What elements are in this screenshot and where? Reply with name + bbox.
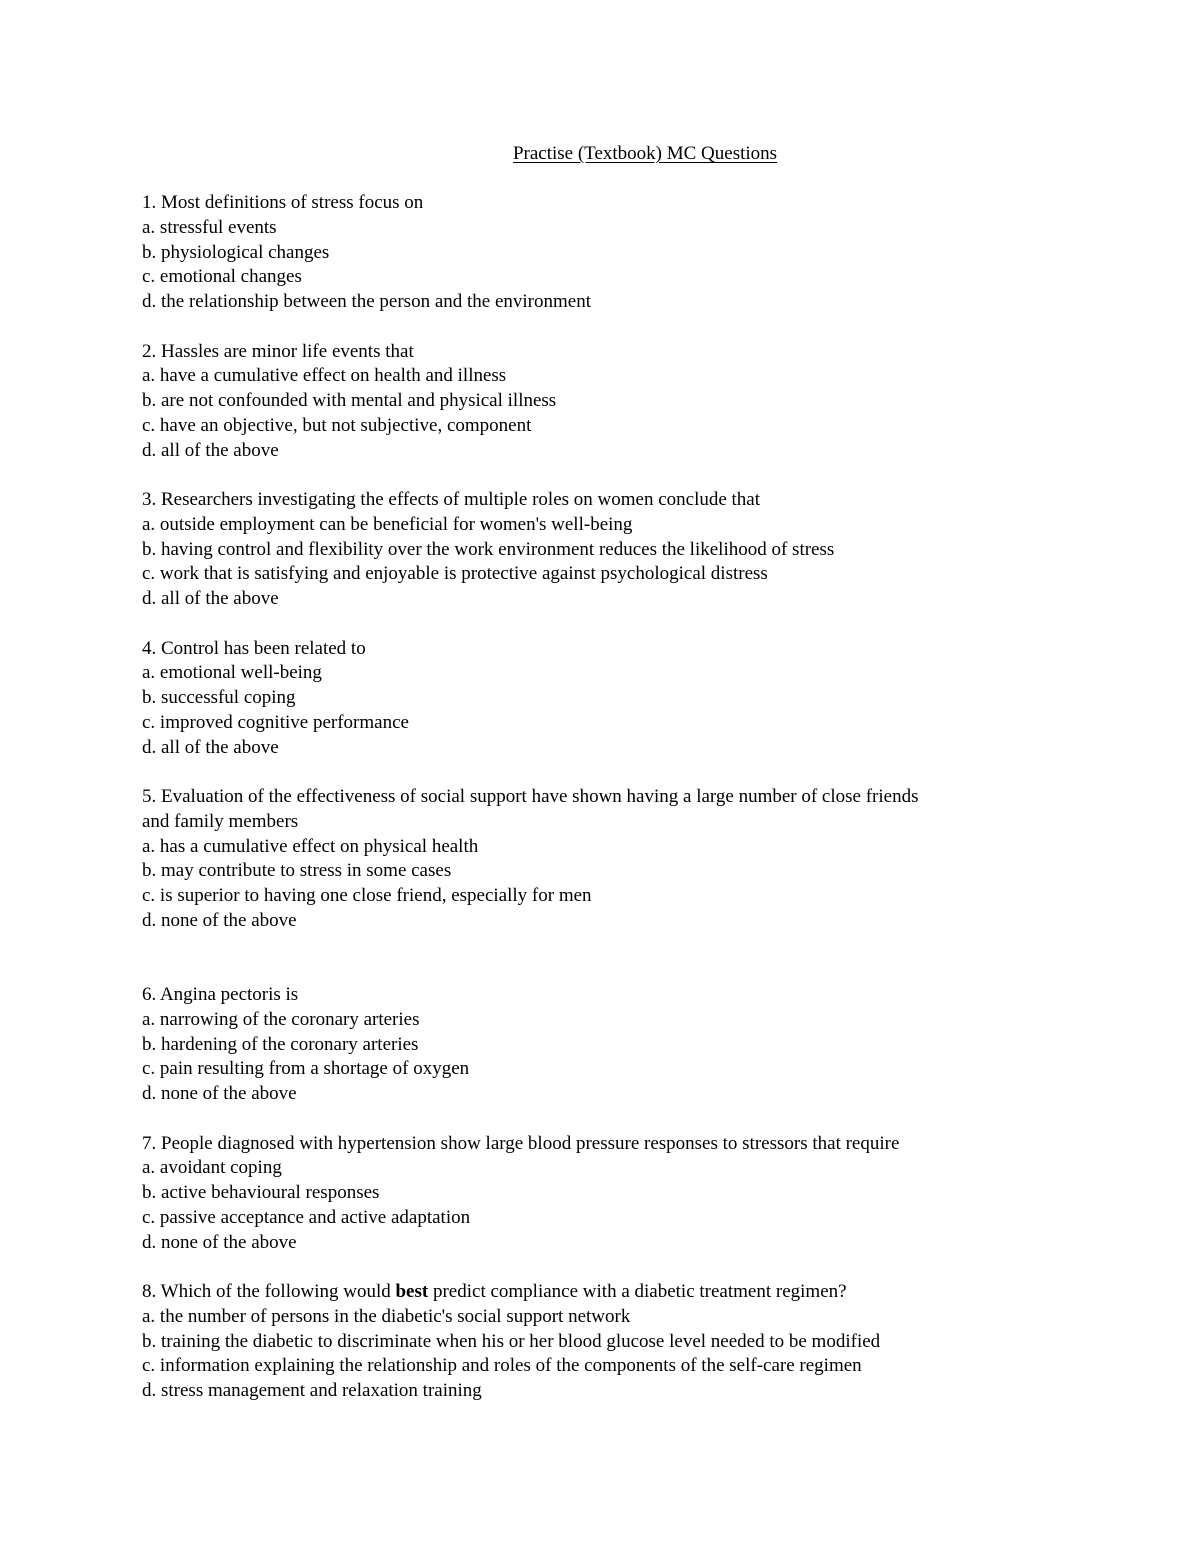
- question-5: [142, 785, 1042, 934]
- question-8: [142, 1280, 1042, 1404]
- answer-option-b: b. active behavioural responses: [142, 1182, 380, 1203]
- answer-option-c: c. improved cognitive performance: [142, 711, 409, 733]
- question-stem: 6. Angina pectoris is: [142, 984, 299, 1005]
- answer-option-a: a. the number of persons in the diabetic's social support network: [142, 1305, 631, 1327]
- answer-option-b: b. having control and flexibility over the work environment reduces the likelihood of stress: [142, 538, 835, 560]
- question-2: [142, 340, 1042, 464]
- answer-option-a: a. narrowing of the coronary arteries: [142, 1008, 420, 1030]
- answer-option-c: c. information explaining the relationship and roles of the components of the self-care regimen: [142, 1355, 862, 1377]
- answer-option-b: b. may contribute to stress in some cases: [142, 860, 452, 882]
- answer-option-a: a. stressful events: [142, 216, 277, 238]
- answer-option-b: b. training the diabetic to discriminate when his or her blood glucose level needed to be modified: [142, 1330, 881, 1352]
- answer-option-c: c. is superior to having one close friend, especially for men: [142, 885, 592, 906]
- answer-option-c: c. passive acceptance and active adaptation: [142, 1206, 471, 1228]
- answer-option-b: b. physiological changes: [142, 241, 330, 263]
- answer-option-a: a. outside employment can be beneficial for women's well-being: [142, 513, 633, 535]
- answer-option-a: a. have a cumulative effect on health and illness: [142, 365, 507, 387]
- answer-option-d: d. none of the above: [142, 1231, 297, 1253]
- question-7: [142, 1132, 1042, 1256]
- question-stem-line-1: 5. Evaluation of the effectiveness of social support have shown having a large number of close friends: [142, 786, 919, 807]
- question-stem: 7. People diagnosed with hypertension show large blood pressure responses to stressors that require: [142, 1132, 900, 1154]
- answer-option-a: a. avoidant coping: [142, 1157, 282, 1179]
- answer-option-b: b. successful coping: [142, 687, 296, 708]
- answer-option-c: c. have an objective, but not subjective, component: [142, 414, 532, 436]
- answer-option-a: a. emotional well-being: [142, 662, 322, 684]
- answer-option-b: b. are not confounded with mental and physical illness: [142, 390, 557, 411]
- answer-option-b: b. hardening of the coronary arteries: [142, 1033, 419, 1055]
- answer-option-d: d. the relationship between the person and the environment: [142, 291, 592, 312]
- question-stem: 3. Researchers investigating the effects of multiple roles on women conclude that: [142, 489, 761, 510]
- question-stem: 4. Control has been related to: [142, 637, 366, 659]
- answer-option-d: d. none of the above: [142, 909, 297, 931]
- question-stem: 2. Hassles are minor life events that: [142, 340, 414, 362]
- question-stem: 1. Most definitions of stress focus on: [142, 192, 424, 213]
- question-6: [142, 983, 1042, 1107]
- answer-option-d: d. all of the above: [142, 588, 279, 609]
- answer-option-c: c. pain resulting from a shortage of oxygen: [142, 1058, 470, 1080]
- answer-option-c: c. work that is satisfying and enjoyable is protective against psychological distress: [142, 563, 768, 585]
- emphasis-best: best: [395, 1281, 429, 1302]
- answer-option-a: a. has a cumulative effect on physical health: [142, 835, 479, 857]
- question-stem-line-2: and family members: [142, 810, 299, 832]
- answer-option-d: d. all of the above: [142, 439, 279, 461]
- question-4: [142, 637, 1042, 761]
- answer-option-d: d. stress management and relaxation training: [142, 1380, 482, 1401]
- question-stem-part-1: 8. Which of the following would: [142, 1281, 396, 1302]
- question-stem: [142, 1280, 1042, 1305]
- answer-option-d: d. none of the above: [142, 1083, 297, 1104]
- answer-option-d: d. all of the above: [142, 736, 279, 758]
- question-list: [142, 191, 1042, 1404]
- question-3: [142, 488, 1042, 612]
- question-stem-part-2: predict compliance with a diabetic treatment regimen?: [428, 1281, 847, 1302]
- question-1: [142, 191, 1042, 315]
- answer-option-c: c. emotional changes: [142, 266, 302, 288]
- document-title: Practise (Textbook) MC Questions: [512, 143, 778, 164]
